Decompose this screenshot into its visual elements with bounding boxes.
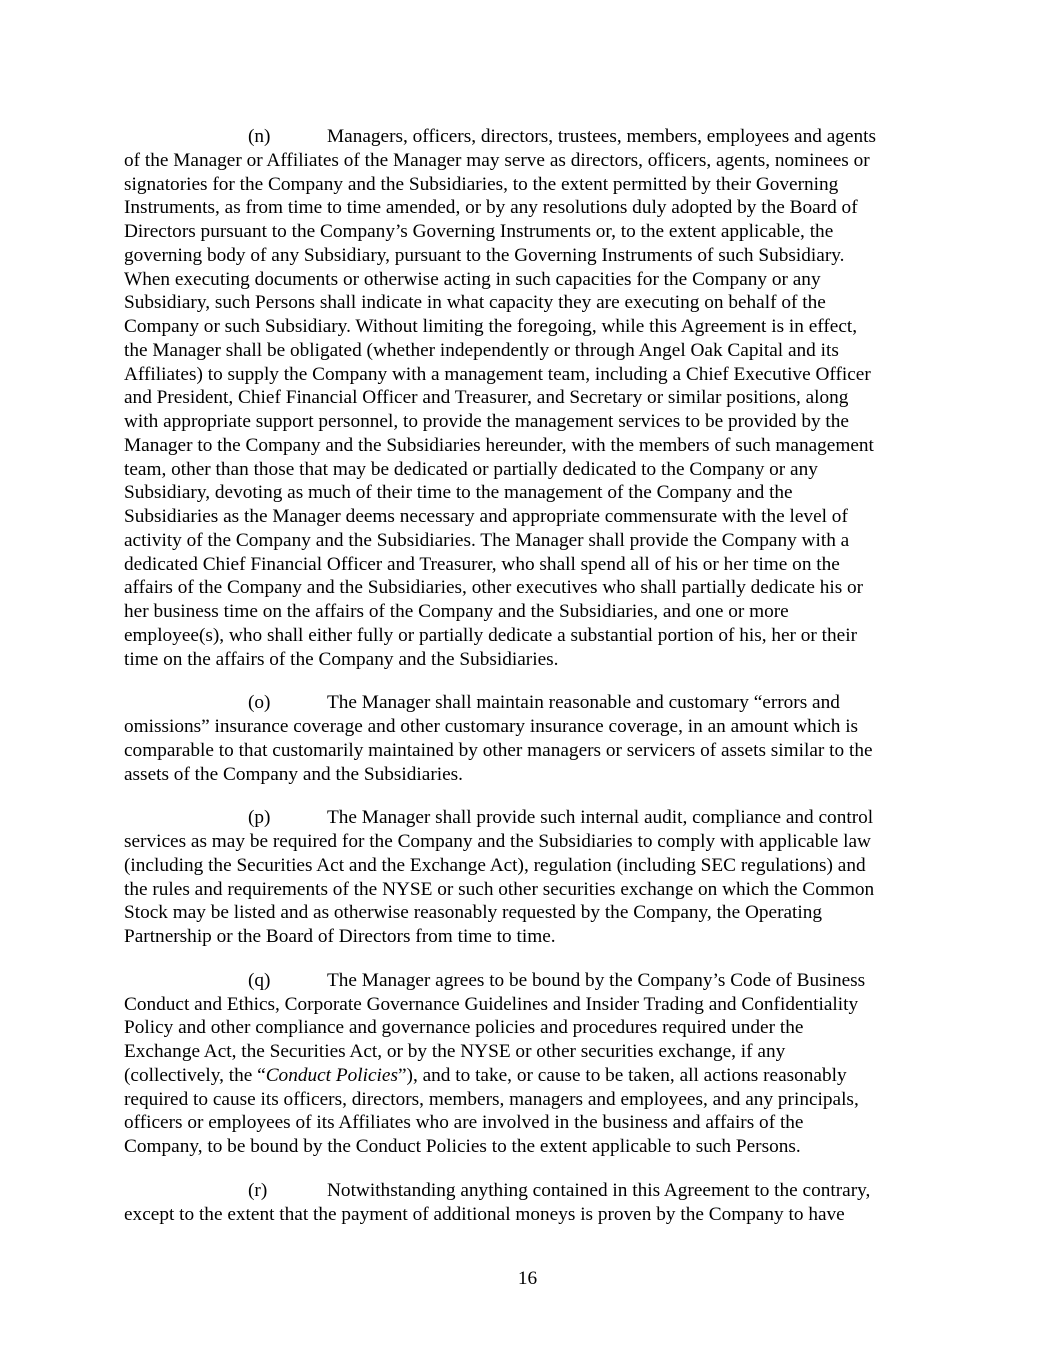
paragraph-text-line: Notwithstanding anything contained in this Agreement to the contrary,	[327, 1179, 871, 1201]
paragraph-text-line: required to cause its officers, directors, members, managers and employees, and any principals,	[124, 1088, 859, 1110]
document-body	[124, 125, 936, 1246]
paragraph-text-line: The Manager shall provide such internal audit, compliance and control	[327, 807, 874, 829]
paragraph-text-line: (including the Securities Act and the Exchange Act), regulation (including SEC regulations) and	[124, 854, 866, 876]
paragraph-text-line: Affiliates) to supply the Company with a management team, including a Chief Executive Officer	[124, 363, 871, 385]
paragraph-text-line: Managers, officers, directors, trustees, members, employees and agents	[327, 126, 876, 147]
paragraph-p	[124, 806, 936, 949]
paragraph-r	[124, 1179, 936, 1227]
paragraph-text-line: Directors pursuant to the Company’s Governing Instruments or, to the extent applicable, the	[124, 221, 834, 242]
paragraph-marker: (q)	[248, 969, 271, 991]
paragraph-marker: (n)	[248, 126, 271, 147]
paragraph-o	[124, 691, 936, 786]
paragraph-text-line: Policy and other compliance and governance policies and procedures required under the	[124, 1017, 804, 1039]
paragraph-text-line: omissions” insurance coverage and other customary insurance coverage, in an amount which is	[124, 716, 859, 737]
paragraph-text-line: and President, Chief Financial Officer and Treasurer, and Secretary or similar positions, along	[124, 387, 849, 409]
paragraph-text-line: Partnership or the Board of Directors from time to time.	[124, 926, 556, 947]
defined-term: Conduct Policies	[265, 1064, 398, 1086]
paragraph-text-line: Conduct and Ethics, Corporate Governance Guidelines and Insider Trading and Confidentiality	[124, 993, 859, 1015]
paragraph-n	[124, 125, 936, 671]
paragraph-marker: (o)	[248, 692, 271, 714]
paragraph-text-line: Exchange Act, the Securities Act, or by the NYSE or other securities exchange, if any	[124, 1041, 786, 1062]
paragraph-text-line: Company, to be bound by the Conduct Policies to the extent applicable to such Persons.	[124, 1136, 801, 1157]
paragraph-text-line: her business time on the affairs of the Company and the Subsidiaries, and one or more	[124, 601, 789, 622]
paragraph-text-line: team, other than those that may be dedicated or partially dedicated to the Company or any	[124, 458, 818, 480]
paragraph-marker: (r)	[248, 1179, 268, 1201]
paragraph-marker: (p)	[248, 807, 271, 829]
paragraph-text-line: comparable to that customarily maintained by other managers or servicers of assets similar to the	[124, 739, 873, 761]
paragraph-text-line: Company or such Subsidiary. Without limiting the foregoing, while this Agreement is in effect,	[124, 316, 858, 337]
paragraph-text-line: Subsidiary, such Persons shall indicate in what capacity they are executing on behalf of the	[124, 292, 826, 314]
paragraph-text-line: except to the extent that the payment of additional moneys is proven by the Company to have	[124, 1203, 845, 1225]
paragraph-text-line: employee(s), who shall either fully or partially dedicate a substantial portion of his, her or their	[124, 624, 858, 646]
paragraph-text-line: of the Manager or Affiliates of the Manager may serve as directors, officers, agents, nominees or	[124, 149, 870, 171]
paragraph-q	[124, 969, 936, 1159]
page-number: 16	[517, 1268, 538, 1289]
paragraph-text-line: Stock may be listed and as otherwise reasonably requested by the Company, the Operating	[124, 902, 823, 924]
paragraph-text-line: Subsidiaries as the Manager deems necessary and appropriate commensurate with the level of	[124, 506, 848, 527]
paragraph-text-line-with-defined-term: (collectively, the “Conduct Policies”), and to take, or cause to be taken, all actions reasonably	[124, 1064, 847, 1086]
paragraph-text-line: activity of the Company and the Subsidiaries. The Manager shall provide the Company with a	[124, 529, 850, 551]
paragraph-text-line: the rules and requirements of the NYSE or such other securities exchange on which the Common	[124, 878, 875, 900]
paragraph-text-line: with appropriate support personnel, to provide the management services to be provided by the	[124, 411, 849, 432]
paragraph-text-line: Subsidiary, devoting as much of their time to the management of the Company and the	[124, 482, 793, 504]
paragraph-text-line: officers or employees of its Affiliates who are involved in the business and affairs of the	[124, 1112, 804, 1134]
paragraph-text-line: When executing documents or otherwise acting in such capacities for the Company or any	[124, 268, 821, 290]
paragraph-text-line: signatories for the Company and the Subsidiaries, to the extent permitted by their Governing	[124, 173, 839, 195]
paragraph-text-line: The Manager agrees to be bound by the Company’s Code of Business	[327, 969, 866, 991]
paragraph-text-line: the Manager shall be obligated (whether independently or through Angel Oak Capital and its	[124, 339, 839, 361]
paragraph-text-line: affairs of the Company and the Subsidiaries, other executives who shall partially dedicate his or	[124, 577, 864, 599]
paragraph-text-line: Manager to the Company and the Subsidiaries hereunder, with the members of such management	[124, 434, 874, 456]
paragraph-text-line: assets of the Company and the Subsidiaries.	[124, 763, 463, 785]
paragraph-text-line: Instruments, as from time to time amended, or by any resolutions duly adopted by the Board of	[124, 197, 858, 219]
paragraph-text-line: services as may be required for the Company and the Subsidiaries to comply with applicable law	[124, 831, 871, 852]
paragraph-text-line: time on the affairs of the Company and the Subsidiaries.	[124, 648, 559, 670]
paragraph-text-line: dedicated Chief Financial Officer and Treasurer, who shall spend all of his or her time on the	[124, 553, 840, 575]
paragraph-text-line: The Manager shall maintain reasonable and customary “errors and	[327, 692, 840, 714]
paragraph-text-line: governing body of any Subsidiary, pursuant to the Governing Instruments of such Subsidiary.	[124, 244, 845, 266]
